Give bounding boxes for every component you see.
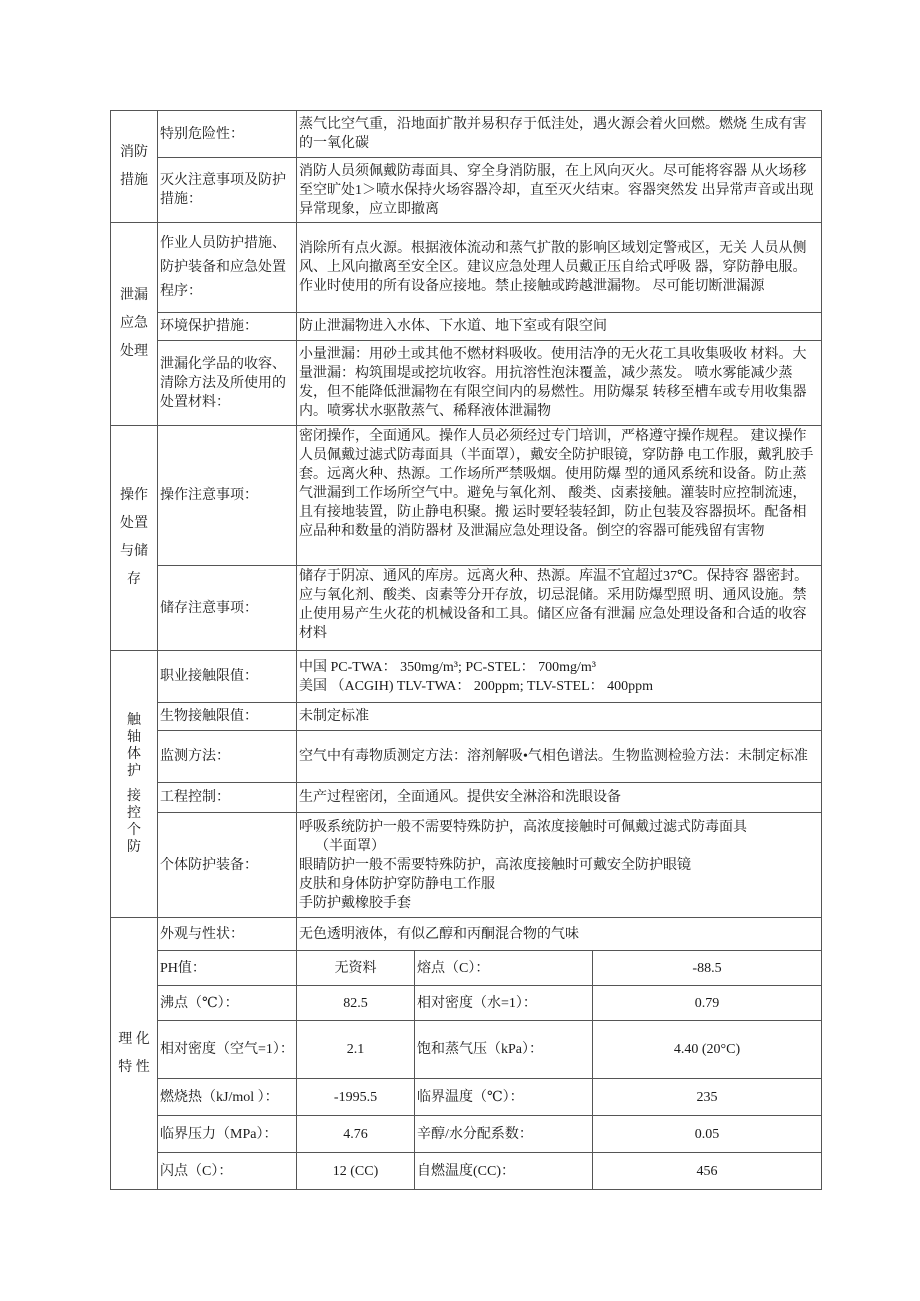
label-storage-notes: 储存注意事项：	[158, 566, 297, 651]
fire-row-extinguishing	[111, 158, 822, 223]
label-biological-limits: 生物接触限值：	[158, 703, 297, 731]
label-engineering-control: 工程控制：	[158, 783, 297, 813]
value-personnel-protection: 消除所有点火源。根据液体流动和蒸气扩散的影响区域划定警戒区，无关 人员从侧风、上风向撤离至安全区。建议应急处理人员戴正压自给式呼吸 器，穿防静电服。作业时使用的所有设备应接地。禁止接触或跨越泄漏物。 尽可能切断泄漏源	[297, 223, 822, 313]
value-extinguishing: 消防人员须佩戴防毒面具、穿全身消防服，在上风向灭火。尽可能将容器 从火场移至空旷处1＞喷水保持火场容器冷却，直至灭火结束。容器突然发 出异常声音或出现异常现象，应立即撤离	[297, 158, 822, 223]
value-boiling-point: 82.5	[297, 986, 415, 1021]
exposure-row-occupational	[111, 651, 822, 703]
section-fire-measures: 消防 措施	[111, 111, 158, 223]
label-operation-notes: 操作注意事项：	[158, 426, 297, 566]
value-monitoring: 空气中有毒物质测定方法：溶剂解吸•气相色谱法。生物监测检验方法：未制定标准	[297, 731, 822, 783]
section-leak-emergency: 泄漏 应急 处理	[111, 223, 158, 426]
label-critical-pressure: 临界压力（MPa）：	[158, 1116, 297, 1153]
label-personnel-protection: 作业人员防护措施、防护装备和应急处置程序：	[158, 223, 297, 313]
prop-row	[111, 1116, 822, 1153]
value-critical-temperature: 235	[593, 1079, 822, 1116]
value-critical-pressure: 4.76	[297, 1116, 415, 1153]
value-combustion-heat: -1995.5	[297, 1079, 415, 1116]
exposure-row-engineering	[111, 783, 822, 813]
value-ppe: 呼吸系统防护一般不需要特殊防护，高浓度接触时可佩戴过滤式防毒面具 （半面罩） 眼睛防护一般不需要特殊防护，高浓度接触时可戴安全防护眼镜 皮肤和身体防护穿防静电工作服 手防护戴橡胶手套	[297, 813, 822, 918]
label-autoignition-temperature: 自燃温度(CC)：	[415, 1153, 593, 1190]
value-environment-protection: 防止泄漏物进入水体、下水道、地下室或有限空间	[297, 313, 822, 341]
fire-row-special-hazard	[111, 111, 822, 158]
label-combustion-heat: 燃烧热（kJ/mol ）：	[158, 1079, 297, 1116]
label-ph: PH值：	[158, 951, 297, 986]
label-relative-density-air: 相对密度（空气=1）：	[158, 1021, 297, 1079]
value-storage-notes: 储存于阴凉、通风的库房。远离火种、热源。库温不宜超过37℃。保持容 器密封。应与氧化剂、酸类、卤素等分开存放，切忌混储。采用防爆型照 明、通风设施。禁止使用易产生火花的机械设备和工具。储区应备有泄漏 应急处理设备和合适的收容材料	[297, 566, 822, 651]
label-special-hazard: 特别危险性：	[158, 111, 297, 158]
value-biological-limits: 未制定标准	[297, 703, 822, 731]
leak-row-containment	[111, 341, 822, 426]
prop-row	[111, 986, 822, 1021]
exposure-row-monitoring	[111, 731, 822, 783]
section-handling-storage: 操作 处置 与储 存	[111, 426, 158, 651]
value-special-hazard: 蒸气比空气重，沿地面扩散并易积存于低洼处，遇火源会着火回燃。燃烧 生成有害的一氧化碳	[297, 111, 822, 158]
handling-row-storage	[111, 566, 822, 651]
value-relative-density-air: 2.1	[297, 1021, 415, 1079]
leak-row-personnel	[111, 223, 822, 313]
label-appearance: 外观与性状：	[158, 918, 297, 951]
handling-row-operation	[111, 426, 822, 566]
section-exposure-control: 触 轴 体 护 接 控 个 防	[111, 651, 158, 918]
value-autoignition-temperature: 456	[593, 1153, 822, 1190]
label-critical-temperature: 临界温度（℃）：	[415, 1079, 593, 1116]
label-extinguishing: 灭火注意事项及防护措施：	[158, 158, 297, 223]
value-ph: 无资料	[297, 951, 415, 986]
prop-row-appearance	[111, 918, 822, 951]
value-melting-point: -88.5	[593, 951, 822, 986]
value-operation-notes: 密闭操作，全面通风。操作人员必须经过专门培训，严格遵守操作规程。 建议操作人员佩戴过滤式防毒面具（半面罩），戴安全防护眼镜，穿防静 电工作服，戴乳胶手套。远离火种、热源。工作场所严禁吸烟。使用防爆 型的通风系统和设备。防止蒸气泄漏到工作场所空气中。避免与氧化剂、 酸类、卤素接触。灌装时应控制流速，且有接地装置，防止静电积聚。搬 运时要轻装轻卸，防止包装及容器损坏。配备相应品种和数量的消防器材 及泄漏应急处理设备。倒空的容器可能残留有害物	[297, 426, 822, 566]
prop-row	[111, 951, 822, 986]
value-octanol-water-coefficient: 0.05	[593, 1116, 822, 1153]
label-octanol-water-coefficient: 辛醇/水分配系数：	[415, 1116, 593, 1153]
label-environment-protection: 环境保护措施：	[158, 313, 297, 341]
exposure-row-ppe	[111, 813, 822, 918]
label-vapor-pressure: 饱和蒸气压（kPa）：	[415, 1021, 593, 1079]
sds-table	[110, 110, 822, 1190]
value-engineering-control: 生产过程密闭，全面通风。提供安全淋浴和洗眼设备	[297, 783, 822, 813]
label-melting-point: 熔点（C）：	[415, 951, 593, 986]
label-relative-density-water: 相对密度（水=1）：	[415, 986, 593, 1021]
value-containment: 小量泄漏：用砂土或其他不燃材料吸收。使用洁净的无火花工具收集吸收 材料。大量泄漏：构筑围堤或挖坑收容。用抗溶性泡沫覆盖，减少蒸发。 喷水雾能减少蒸发，但不能降低泄漏物在有限空间内的易燃性。用防爆泵 转移至槽车或专用收集器内。喷雾状水驱散蒸气、稀释液体泄漏物	[297, 341, 822, 426]
value-appearance: 无色透明液体，有似乙醇和丙酮混合物的气味	[297, 918, 822, 951]
label-monitoring: 监测方法：	[158, 731, 297, 783]
leak-row-environment	[111, 313, 822, 341]
prop-row	[111, 1021, 822, 1079]
section-physchem-properties: 理 化 特 性	[111, 918, 158, 1190]
value-occupational-limits: 中国 PC-TWA： 350mg/m³; PC-STEL： 700mg/m³ 美国 （ACGIH) TLV-TWA： 200ppm; TLV-STEL： 400ppm	[297, 651, 822, 703]
value-vapor-pressure: 4.40 (20°C)	[593, 1021, 822, 1079]
label-flash-point: 闪点（C）：	[158, 1153, 297, 1190]
label-occupational-limits: 职业接触限值：	[158, 651, 297, 703]
prop-row	[111, 1079, 822, 1116]
label-boiling-point: 沸点（℃）：	[158, 986, 297, 1021]
label-containment: 泄漏化学品的收容、清除方法及所使用的处置材料：	[158, 341, 297, 426]
label-ppe: 个体防护装备：	[158, 813, 297, 918]
value-relative-density-water: 0.79	[593, 986, 822, 1021]
exposure-row-biological	[111, 703, 822, 731]
value-flash-point: 12 (CC)	[297, 1153, 415, 1190]
prop-row	[111, 1153, 822, 1190]
